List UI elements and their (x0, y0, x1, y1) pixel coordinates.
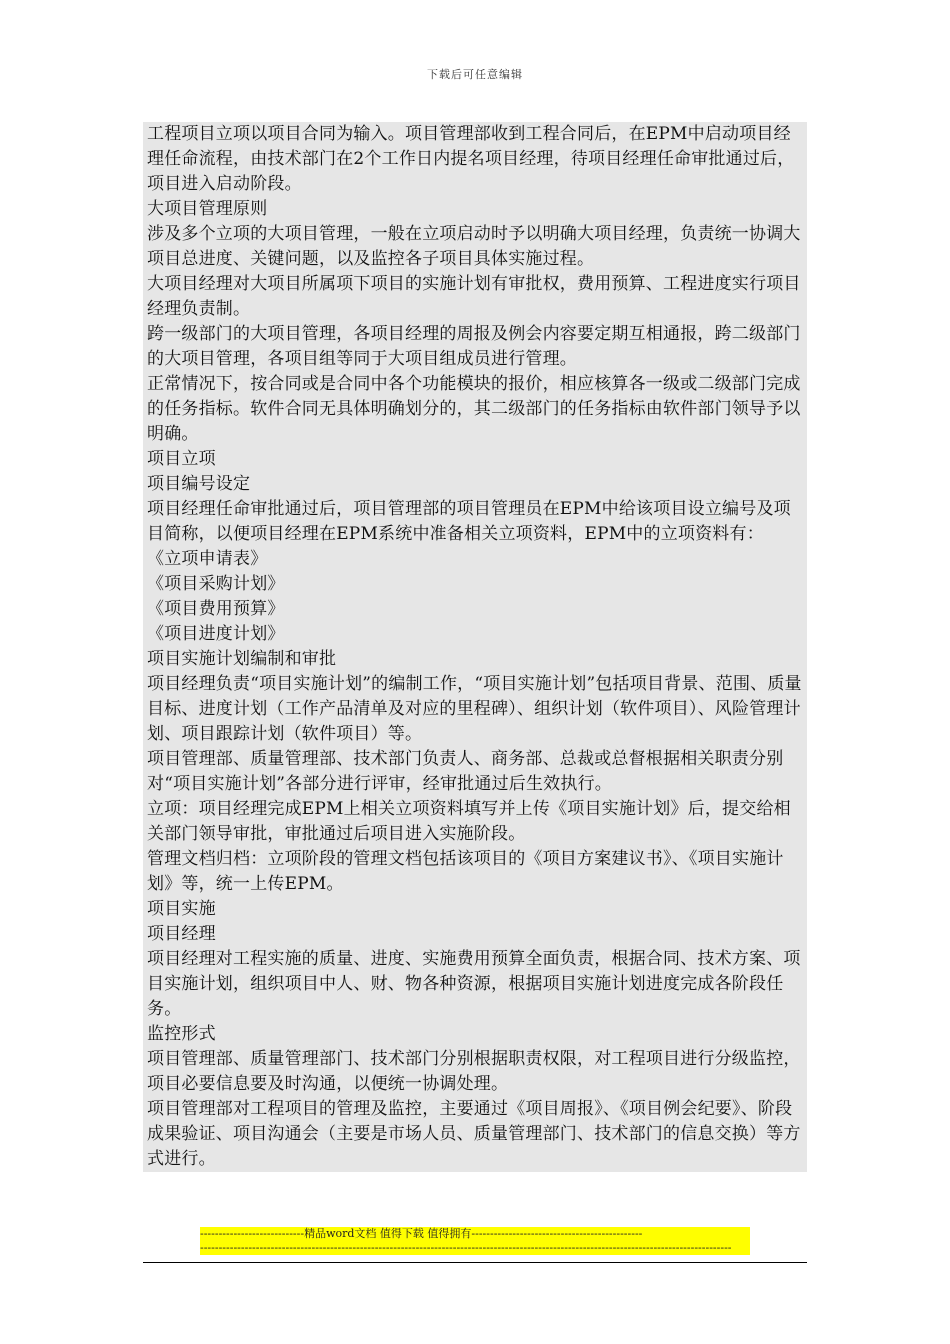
paragraph-manager-responsibility: 项目经理对工程实施的质量、进度、实施费用预算全面负责，根据合同、技术方案、项目实施计划，组织项目中人、财、物各种资源，根据项目实施计划进度完成各阶段任务。 (147, 949, 801, 1019)
document-body (143, 122, 807, 1172)
paragraph-task-indicators: 正常情况下，按合同或是合同中各个功能模块的报价，相应核算各一级或二级部门完成的任务指标。软件合同无具体明确划分的，其二级部门的任务指标由软件部门领导予以明确。 (147, 374, 801, 444)
footer-divider (143, 1262, 807, 1263)
list-item-application-form: 《立项申请表》 (147, 549, 268, 569)
heading-monitoring-form: 监控形式 (147, 1024, 216, 1044)
footer-banner-line-1: ----------------------------精品word文档 值得下载 值得拥有---------------------------------------------- (200, 1227, 643, 1240)
footer-banner (200, 1227, 750, 1255)
heading-project-initiation: 项目立项 (147, 449, 216, 469)
paragraph-cross-department: 跨一级部门的大项目管理，各项目经理的周报及例会内容要定期互相通报，跨二级部门的大项目管理，各项目组等同于大项目组成员进行管理。 (147, 324, 801, 369)
paragraph-large-project-manager: 涉及多个立项的大项目管理，一般在立项启动时予以明确大项目经理，负责统一协调大项目总进度、关键问题，以及监控各子项目具体实施过程。 (147, 224, 801, 269)
heading-large-project-principles: 大项目管理原则 (147, 199, 268, 219)
heading-project-implementation: 项目实施 (147, 899, 216, 919)
list-item-cost-budget: 《项目费用预算》 (147, 599, 285, 619)
heading-project-numbering: 项目编号设定 (147, 474, 251, 494)
heading-implementation-plan: 项目实施计划编制和审批 (147, 649, 337, 669)
paragraph-project-numbering: 项目经理任命审批通过后，项目管理部的项目管理员在EPM中给该项目设立编号及项目简称，以便项目经理在EPM系统中准备相关立项资料，EPM中的立项资料有： (147, 499, 791, 544)
paragraph-implementation-plan-content: 项目经理负责“项目实施计划”的编制工作，“项目实施计划”包括项目背景、范围、质量目标、进度计划（工作产品清单及对应的里程碑）、组织计划（软件项目）、风险管理计划、项目跟踪计划（软件项目）等。 (147, 674, 802, 744)
paragraph-plan-review: 项目管理部、质量管理部、技术部门负责人、商务部、总裁或总督根据相关职责分别对“项目实施计划”各部分进行评审，经审批通过后生效执行。 (147, 749, 784, 794)
page-header: 下载后可任意编辑 (427, 68, 523, 81)
paragraph-document-archiving: 管理文档归档：立项阶段的管理文档包括该项目的《项目方案建议书》、《项目实施计划》等，统一上传EPM。 (147, 849, 784, 894)
paragraph-project-initiation-input: 工程项目立项以项目合同为输入。项目管理部收到工程合同后，在EPM中启动项目经理任命流程，由技术部门在2个工作日内提名项目经理，待项目经理任命审批通过后，项目进入启动阶段。 (147, 124, 795, 194)
footer-banner-line-2: ----------------------------------------------------------------------------------------------------------------------------------------------- (200, 1241, 732, 1254)
paragraph-tiered-monitoring: 项目管理部、质量管理部门、技术部门分别根据职责权限，对工程项目进行分级监控，项目必要信息要及时沟通，以便统一协调处理。 (147, 1049, 801, 1094)
paragraph-initiation-approval: 立项：项目经理完成EPM上相关立项资料填写并上传《项目实施计划》后，提交给相关部门领导审批，审批通过后项目进入实施阶段。 (147, 799, 791, 844)
heading-project-manager: 项目经理 (147, 924, 216, 944)
paragraph-monitoring-methods: 项目管理部对工程项目的管理及监控，主要通过《项目周报》、《项目例会纪要》、阶段成果验证、项目沟通会（主要是市场人员、质量管理部门、技术部门的信息交换）等方式进行。 (147, 1099, 801, 1169)
paragraph-approval-authority: 大项目经理对大项目所属项下项目的实施计划有审批权，费用预算、工程进度实行项目经理负责制。 (147, 274, 801, 319)
list-item-schedule-plan: 《项目进度计划》 (147, 624, 285, 644)
list-item-procurement-plan: 《项目采购计划》 (147, 574, 285, 594)
